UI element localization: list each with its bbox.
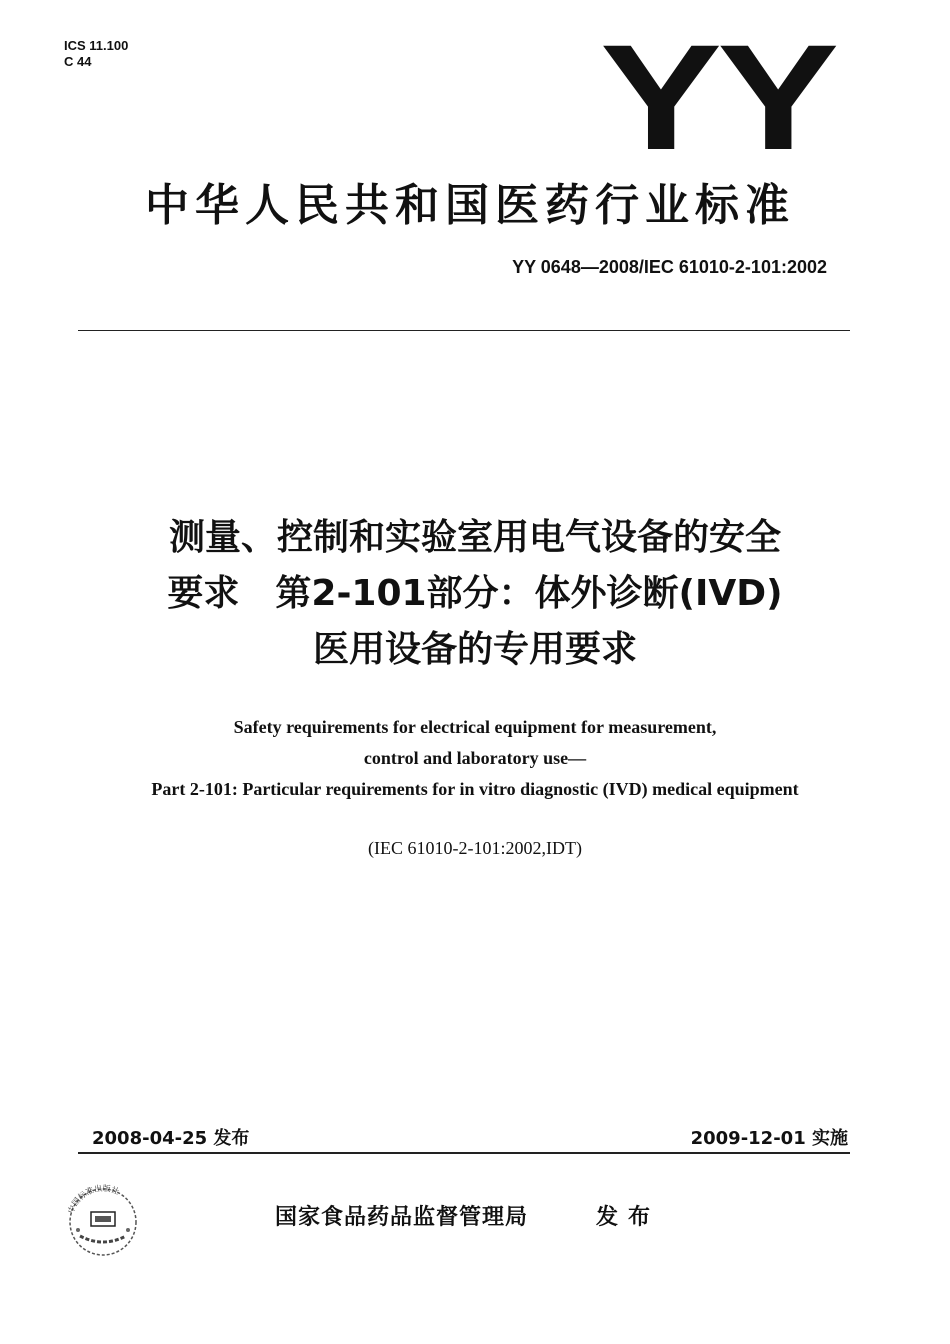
ics-code: ICS 11.100 (64, 38, 129, 53)
standard-number: YY 0648—2008/IEC 61010-2-101:2002 (512, 257, 827, 277)
publisher-seal-icon (58, 1178, 148, 1258)
issuing-authority: 国家食品药品监督管理局 (275, 1205, 529, 1230)
english-title (0, 712, 950, 805)
seal-text: 中国标准出版社 (66, 1183, 121, 1215)
standard-category-title: 中华人民共和国医药行业标准 (145, 180, 795, 231)
english-title-line-2: control and laboratory use— (363, 748, 587, 768)
english-title-line-1: Safety requirements for electrical equipment for measurement, (233, 717, 717, 737)
english-title-line-3: Part 2-101: Particular requirements for in vitro diagnostic (IVD) medical equipment (151, 779, 799, 799)
ccs-code: C 44 (64, 54, 92, 69)
chinese-title (0, 510, 950, 678)
equivalence-note: (IEC 61010-2-101:2002,IDT) (368, 838, 582, 858)
implement-date: 2009-12-01 实施 (690, 1128, 848, 1149)
header-divider (78, 330, 850, 331)
publish-date: 2008-04-25 发布 (92, 1128, 250, 1149)
chinese-title-line-1: 测量、控制和实验室用电气设备的安全 (168, 517, 781, 558)
classification-codes (64, 38, 128, 70)
chinese-title-line-2: 要求 第2-101部分：体外诊断(IVD) (167, 573, 783, 614)
chinese-title-line-3: 医用设备的专用要求 (312, 629, 637, 670)
yy-logo: YY (600, 13, 835, 181)
footer-divider (78, 1152, 850, 1154)
issue-label: 发布 (596, 1205, 661, 1230)
